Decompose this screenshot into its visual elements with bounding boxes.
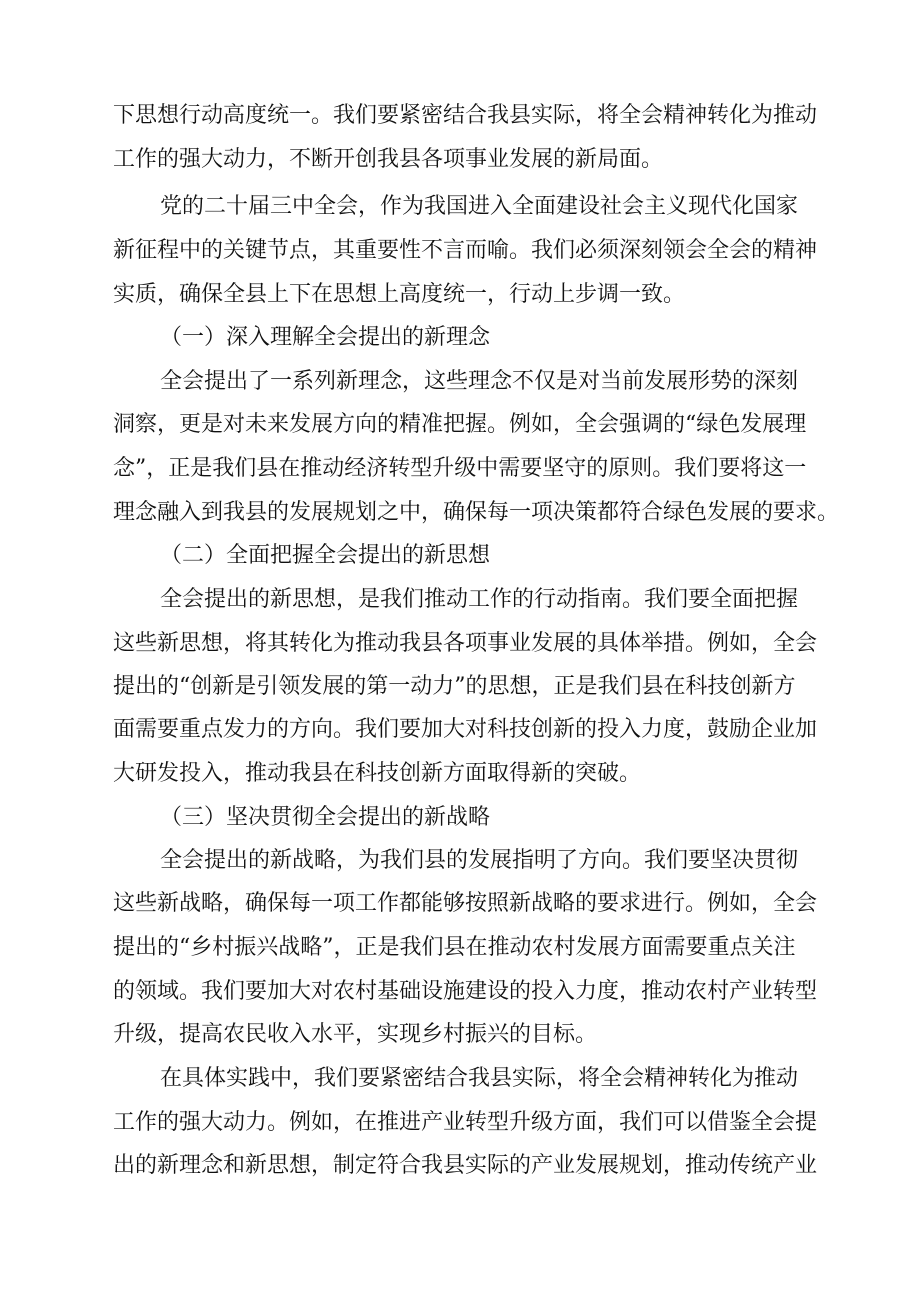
- section-heading: （二）全面把握全会提出的新思想: [160, 543, 491, 568]
- paragraph-line: 实质，确保全县上下在思想上高度统一，行动上步调一致。: [113, 282, 686, 307]
- paragraph-line: 理念融入到我县的发展规划之中，确保每一项决策都符合绿色发展的要求。: [113, 500, 840, 525]
- paragraph-line: 全会提出的新思想，是我们推动工作的行动指南。我们要全面把握: [160, 587, 799, 612]
- paragraph-line: 的领域。我们要加大对农村基础设施建设的投入力度，推动农村产业转型: [113, 979, 818, 1004]
- paragraph-line: 升级，提高农民收入水平，实现乡村振兴的目标。: [113, 1022, 598, 1047]
- paragraph-line: 提出的“乡村振兴战略”，正是我们县在推动农村发展方面需要重点关注: [113, 935, 796, 960]
- paragraph-line: 洞察，更是对未来发展方向的精准把握。例如，全会强调的“绿色发展理: [113, 412, 807, 437]
- paragraph-line: 大研发投入，推动我县在科技创新方面取得新的突破。: [113, 761, 642, 786]
- paragraph-line: 面需要重点发力的方向。我们要加大对科技创新的投入力度，鼓励企业加: [113, 717, 818, 742]
- paragraph-line: 提出的“创新是引领发展的第一动力”的思想，正是我们县在科技创新方: [113, 674, 796, 699]
- paragraph-line: 全会提出了一系列新理念，这些理念不仅是对当前发展形势的深刻: [160, 369, 799, 394]
- paragraph-line: 下思想行动高度统一。我们要紧密结合我县实际，将全会精神转化为推动: [113, 103, 818, 128]
- paragraph-line: 全会提出的新战略，为我们县的发展指明了方向。我们要坚决贯彻: [160, 848, 799, 873]
- paragraph-line: 念”，正是我们县在推动经济转型升级中需要坚守的原则。我们要将这一: [113, 456, 807, 481]
- paragraph-line: 工作的强大动力。例如，在推进产业转型升级方面，我们可以借鉴全会提: [113, 1110, 818, 1135]
- section-heading: （一）深入理解全会提出的新理念: [160, 325, 491, 350]
- paragraph-line: 这些新思想，将其转化为推动我县各项事业发展的具体举措。例如，全会: [113, 631, 818, 656]
- paragraph-line: 这些新战略，确保每一项工作都能够按照新战略的要求进行。例如，全会: [113, 891, 818, 916]
- section-heading: （三）坚决贯彻全会提出的新战略: [160, 805, 491, 830]
- paragraph-line: 工作的强大动力，不断开创我县各项事业发展的新局面。: [113, 147, 664, 172]
- paragraph-line: 出的新理念和新思想，制定符合我县实际的产业发展规划，推动传统产业: [113, 1153, 818, 1178]
- paragraph-line: 党的二十届三中全会，作为我国进入全面建设社会主义现代化国家: [160, 194, 799, 219]
- paragraph-line: 新征程中的关键节点，其重要性不言而喻。我们必须深刻领会全会的精神: [113, 238, 818, 263]
- paragraph-line: 在具体实践中，我们要紧密结合我县实际，将全会精神转化为推动: [160, 1066, 799, 1091]
